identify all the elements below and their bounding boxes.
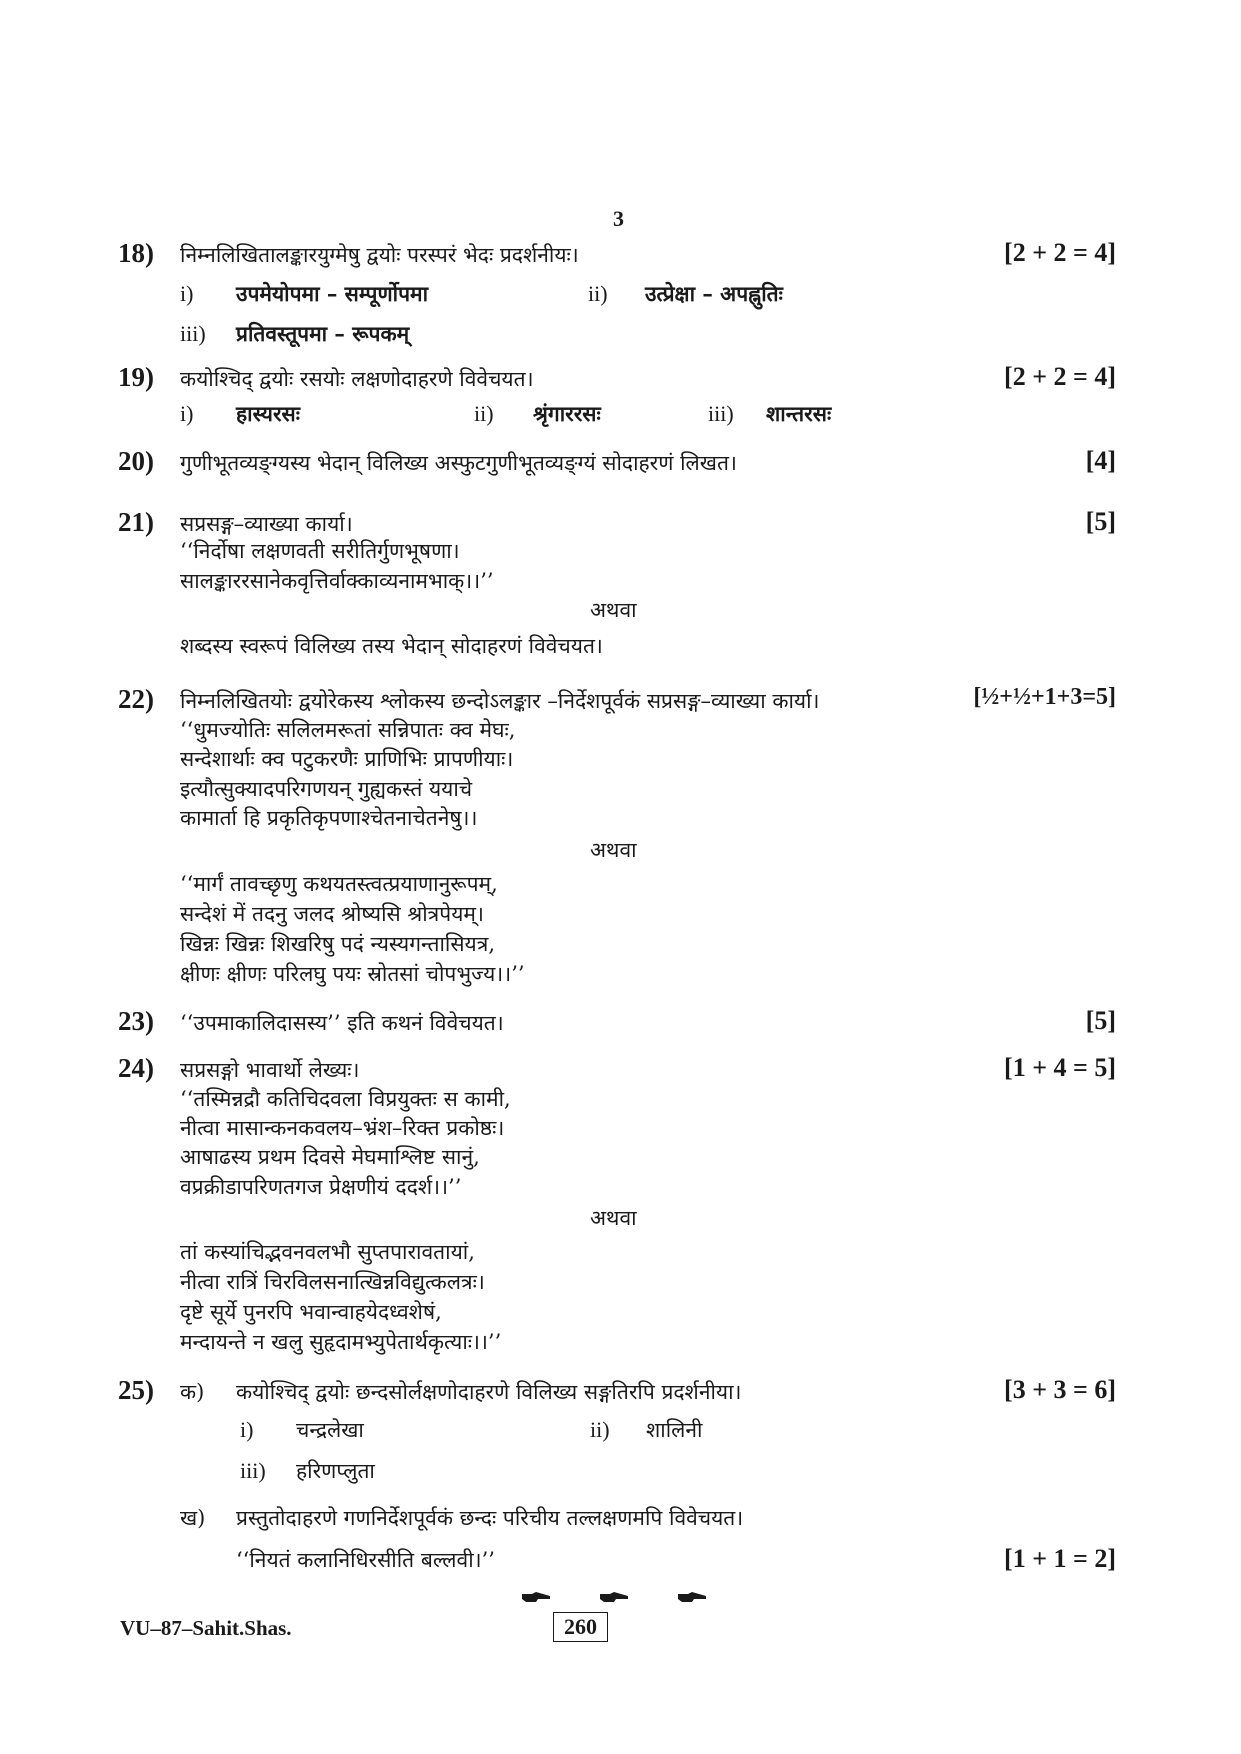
- q21-text: सप्रसङ्ग–व्याख्या कार्या।: [180, 512, 353, 536]
- q21-athava: अथवा: [590, 598, 637, 622]
- q22-verse2-line: खिन्नः खिन्नः शिखरिषु पदं न्यस्यगन्तासियत्र,: [180, 932, 496, 956]
- q25-kha-text: प्रस्तुतोदाहरणे गणनिर्देशपूर्वकं छन्दः परिचीय तल्लक्षणमपि विवेचयत।: [236, 1506, 744, 1530]
- pointing-hand-icon: [676, 1590, 706, 1604]
- q19-opt2-text: श्रृंगाररसः: [533, 401, 601, 426]
- q25-ka-opt1-roman: i): [240, 1417, 254, 1442]
- q18-opt1-roman: i): [180, 281, 194, 306]
- q24-verse1-line: नीत्वा मासान्कनकवलय–भ्रंश–रिक्त प्रकोष्ठः।: [180, 1116, 505, 1140]
- q24-verse2-line: दृष्टे सूर्ये पुनरपि भवान्वाहयेदध्वशेषं,: [180, 1300, 442, 1324]
- q25-ka-opt3-text: हरिणप्लुता: [296, 1459, 375, 1483]
- q25-kha-quote: ‘‘नियतं कलानिधिरसीति बल्लवी।’’: [236, 1548, 495, 1572]
- q22-verse1-line: इत्यौत्सुक्यादपरिगणयन् गुह्यकस्तं ययाचे: [180, 777, 473, 801]
- q24-verse2-line: नीत्वा रात्रिं चिरविलसनात्खिन्नविद्युत्कलत्रः।: [180, 1270, 485, 1294]
- q24-verse1-line: वप्रक्रीडापरिणतगज प्रेक्षणीयं ददर्श।।’’: [180, 1175, 462, 1199]
- q22-text: निम्नलिखितयोः द्वयोरेकस्य श्लोकस्य छन्दोऽलङ्कार –निर्देशपूर्वकं सप्रसङ्ग–व्याख्या कार्या।: [180, 689, 820, 713]
- q22-verse1-line: सन्देशार्थाः क्व पटुकरणैः प्राणिभिः प्रापणीयाः।: [180, 747, 514, 771]
- q21-number: 21): [118, 507, 154, 537]
- q22-verse1-line: कामार्ता हि प्रकृतिकृपणाश्चेतनाचेतनेषु।।: [180, 806, 478, 830]
- q25-ka-opt2-roman: ii): [590, 1417, 610, 1442]
- q18-opt2-text: उत्प्रेक्षा – अपह्नुतिः: [645, 281, 783, 306]
- q24-verse1-line: आषाढस्य प्रथम दिवसे मेघमाश्लिष्ट सानुं,: [180, 1145, 480, 1169]
- q19-opt1-roman: i): [180, 401, 194, 426]
- q22-verse1-line: ‘‘धुमज्योतिः सलिलमरूतां सन्निपातः क्व मेघः,: [180, 718, 516, 742]
- q22-verse2-line: क्षीणः क्षीणः परिलघु पयः स्रोतसां चोपभुज्य।।’’: [180, 962, 525, 986]
- q25-kha-marks: [1 + 1 = 2]: [1004, 1544, 1116, 1573]
- q20-text: गुणीभूतव्यङ्ग्यस्य भेदान् विलिख्य अस्फुटगुणीभूतव्यङ्ग्यं सोदाहरणं लिखत।: [180, 451, 737, 475]
- pointing-hand-icon: [520, 1590, 550, 1604]
- q24-number: 24): [118, 1053, 154, 1083]
- q21-verse-line: ‘‘निर्दोषा लक्षणवती सरीतिर्गुणभूषणा।: [180, 539, 460, 563]
- q19-text: कयोश्चिद् द्वयोः रसयोः लक्षणोदाहरणे विवेचयत।: [180, 367, 534, 391]
- q25-ka-opt3-roman: iii): [240, 1458, 266, 1483]
- q22-marks: [½+½+1+3=5]: [973, 684, 1116, 710]
- q25-number: 25): [118, 1375, 154, 1405]
- q24-marks: [1 + 4 = 5]: [1004, 1053, 1116, 1082]
- q18-number: 18): [118, 238, 154, 268]
- q25-ka-marks: [3 + 3 = 6]: [1004, 1375, 1116, 1404]
- q19-opt3-text: शान्तरसः: [766, 401, 832, 426]
- q18-opt3-text: प्रतिवस्तूपमा – रूपकम्: [236, 321, 410, 346]
- q25-ka-opt1-text: चन्द्रलेखा: [296, 1418, 364, 1442]
- page-number-box: 260: [553, 1612, 608, 1642]
- q19-number: 19): [118, 362, 154, 392]
- q25-ka-text: कयोश्चिद् द्वयोः छन्दसोर्लक्षणोदाहरणे विलिख्य सङ्गतिरपि प्रदर्शनीया।: [236, 1380, 742, 1404]
- q18-marks: [2 + 2 = 4]: [1004, 238, 1116, 267]
- q18-opt3-roman: iii): [180, 321, 206, 346]
- q18-opt1-text: उपमेयोपमा – सम्पूर्णोपमा: [236, 281, 429, 306]
- page-number: 3: [613, 206, 624, 231]
- q25-ka-opt2-text: शालिनी: [646, 1418, 703, 1442]
- pointing-hand-icon: [598, 1590, 628, 1604]
- q20-number: 20): [118, 446, 154, 476]
- q25-ka-label: क): [180, 1380, 205, 1404]
- q23-text: ‘‘उपमाकालिदासस्य’’ इति कथनं विवेचयत।: [180, 1011, 504, 1035]
- q22-athava: अथवा: [590, 838, 637, 862]
- q23-marks: [5]: [1085, 1006, 1116, 1035]
- q24-athava: अथवा: [590, 1206, 637, 1230]
- q24-verse2-line: तां कस्यांचिद्भवनवलभौ सुप्तपारावतायां,: [180, 1240, 475, 1264]
- paper-code: VU–87–Sahit.Shas.: [120, 1616, 292, 1640]
- q21-verse-line: सालङ्काररसानेकवृत्तिर्वाक्काव्यनामभाक्।।’’: [180, 569, 494, 593]
- q22-verse2-line: सन्देशं में तदनु जलद श्रोष्यसि श्रोत्रपेयम्।: [180, 902, 484, 926]
- q20-marks: [4]: [1085, 446, 1116, 475]
- q19-opt3-roman: iii): [708, 401, 734, 426]
- q24-verse1-line: ‘‘तस्मिन्नद्रौ कतिचिदवला विप्रयुक्तः स कामी,: [180, 1087, 511, 1111]
- q19-marks: [2 + 2 = 4]: [1004, 362, 1116, 391]
- q25-kha-label: ख): [180, 1506, 206, 1530]
- q18-text: निम्नलिखितालङ्कारयुग्मेषु द्वयोः परस्परं भेदः प्रदर्शनीयः।: [180, 243, 579, 267]
- q19-opt1-text: हास्यरसः: [236, 401, 300, 426]
- q21-alt-text: शब्दस्य स्वरूपं विलिख्य तस्य भेदान् सोदाहरणं विवेचयत।: [180, 634, 603, 658]
- q24-text: सप्रसङ्गो भावार्थो लेख्यः।: [180, 1058, 360, 1082]
- q19-opt2-roman: ii): [474, 401, 494, 426]
- q23-number: 23): [118, 1006, 154, 1036]
- q24-verse2-line: मन्दायन्ते न खलु सुहृदामभ्युपेतार्थकृत्याः।।’’: [180, 1330, 502, 1354]
- q21-marks: [5]: [1085, 507, 1116, 536]
- q18-opt2-roman: ii): [588, 281, 608, 306]
- q22-verse2-line: ‘‘मार्गं तावच्छृणु कथयतस्त्वत्प्रयाणानुरूपम्,: [180, 872, 498, 896]
- q22-number: 22): [118, 684, 154, 714]
